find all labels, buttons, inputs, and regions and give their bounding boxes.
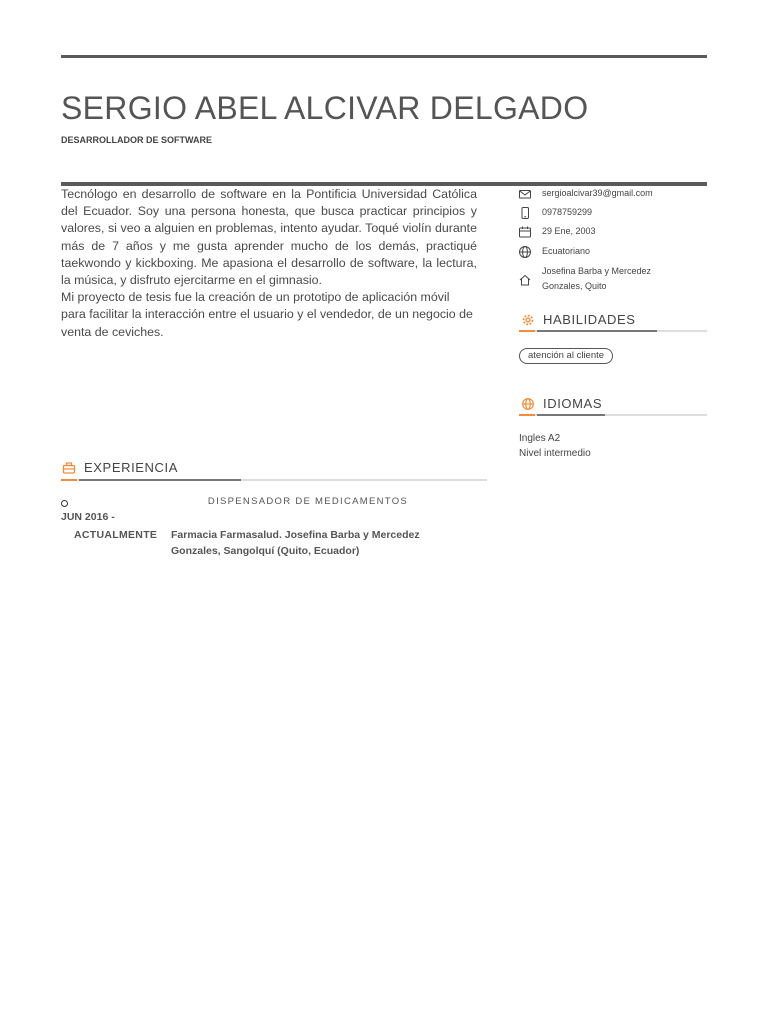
contact-phone [518,205,593,220]
skill-tag: atención al cliente [519,348,613,364]
timeline-bullet [61,500,68,507]
experience-date-end: ACTUALMENTE [74,529,158,541]
globe-icon [518,245,532,259]
summary-paragraph: Tecnólogo en desarrollo de software en la Pontificia Universidad Católica del Ecuador. Soy una persona honesta, que busca practicar principios y valores, si veo a alguien en problemas, intento ayudar. Toqué violín durante más de 7 años y me gusta aprender mucho de los demás, practiqué taekwondo y kickboxing. Me apasiona el desarrollo de software, la lectura, la música, y disfruto ejercitarme en el gimnasio. [61,187,477,288]
languages-title: IDIOMAS [543,396,603,411]
language-level: Nivel intermedio [519,448,591,459]
contact-email [518,186,653,201]
experience-title: EXPERIENCIA [84,460,179,475]
top-divider [61,55,707,58]
gear-icon [521,313,535,327]
phone-icon [518,206,532,220]
experience-date-start: JUN 2016 - [61,511,115,523]
email-text[interactable]: sergioalcivar39@gmail.com [542,188,653,198]
address-text: Josefina Barba y Mercedez Gonzales, Quito [542,266,652,291]
candidate-role: DESARROLLADOR DE SOFTWARE [61,135,213,145]
contact-nationality [518,244,591,259]
summary-paragraph: Mi proyecto de tesis fue la creación de un prototipo de aplicación móvil para facilitar la interacción entre el usuario y el vendedor, de un negocio de venta de ceviches. [61,290,473,339]
briefcase-icon [62,461,76,475]
contact-address [518,264,652,291]
envelope-icon [518,187,532,201]
nationality-text: Ecuatoriano [542,246,591,256]
experience-position: DISPENSADOR DE MEDICAMENTOS [207,496,409,507]
languages-header [521,396,602,411]
language-name: Ingles A2 [519,433,561,444]
skills-header [521,312,636,327]
globe-icon [521,397,535,411]
experience-underline [61,479,487,481]
birthdate-text: 29 Ene, 2003 [542,226,596,236]
contact-birthdate [518,224,596,239]
experience-company: Farmacia Farmasalud. Josefina Barba y Mercedez Gonzales, Sangolquí (Quito, Ecuador) [171,529,420,557]
languages-underline [519,414,707,416]
skills-underline [519,330,707,332]
experience-header [62,460,178,475]
phone-text: 0978759299 [542,207,593,217]
calendar-icon [518,225,532,239]
home-icon [518,273,532,287]
skills-title: HABILIDADES [543,312,636,327]
profile-summary [61,186,477,341]
candidate-name: SERGIO ABEL ALCIVAR DELGADO [61,90,589,126]
